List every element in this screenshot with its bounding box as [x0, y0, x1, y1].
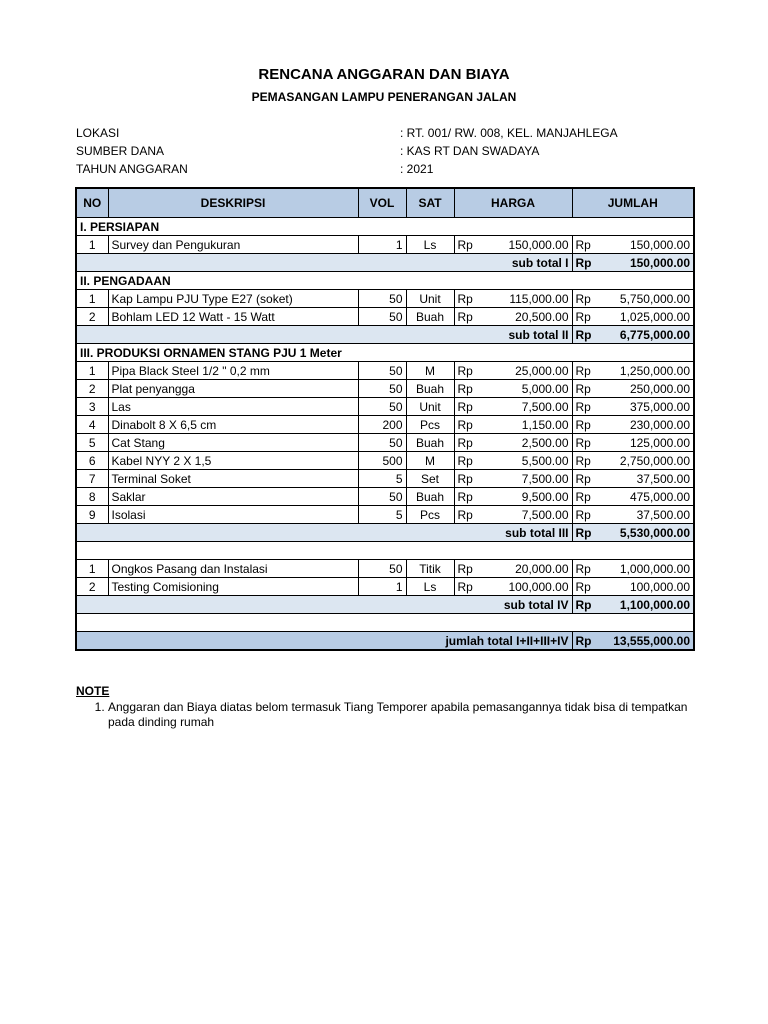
- note-section: [76, 684, 696, 730]
- row-no: 3: [76, 398, 108, 416]
- row-jumlah-currency: Rp: [572, 290, 596, 308]
- row-vol: 500: [358, 452, 406, 470]
- row-jumlah: 37,500.00: [596, 470, 694, 488]
- section-title: II. PENGADAAN: [76, 272, 694, 290]
- info-row-tahun-anggaran: [76, 162, 696, 180]
- spacer-row: [76, 614, 694, 632]
- row-no: 8: [76, 488, 108, 506]
- header-vol: VOL: [358, 188, 406, 218]
- subtotal-label: sub total IV: [76, 596, 572, 614]
- info-label: LOKASI: [76, 126, 120, 140]
- row-vol: 50: [358, 362, 406, 380]
- table-row: [76, 308, 694, 326]
- row-description: Survey dan Pengukuran: [108, 236, 358, 254]
- spacer-cell: [76, 542, 694, 560]
- row-jumlah-currency: Rp: [572, 380, 596, 398]
- spacer-row: [76, 542, 694, 560]
- header-harga: HARGA: [454, 188, 572, 218]
- table-row: [76, 362, 694, 380]
- row-no: 1: [76, 290, 108, 308]
- row-vol: 1: [358, 578, 406, 596]
- note-list: [76, 700, 696, 730]
- row-harga-currency: Rp: [454, 398, 478, 416]
- row-harga: 115,000.00: [478, 290, 572, 308]
- info-label: TAHUN ANGGARAN: [76, 162, 188, 176]
- table-body: [76, 218, 694, 651]
- subtotal-row: [76, 326, 694, 344]
- row-harga: 7,500.00: [478, 470, 572, 488]
- row-harga: 100,000.00: [478, 578, 572, 596]
- row-jumlah: 150,000.00: [596, 236, 694, 254]
- row-sat: Ls: [406, 236, 454, 254]
- table-row: [76, 560, 694, 578]
- row-no: 2: [76, 308, 108, 326]
- header-jumlah: JUMLAH: [572, 188, 694, 218]
- row-description: Kabel NYY 2 X 1,5: [108, 452, 358, 470]
- row-jumlah-currency: Rp: [572, 416, 596, 434]
- row-harga-currency: Rp: [454, 416, 478, 434]
- row-no: 7: [76, 470, 108, 488]
- project-info: [76, 126, 696, 180]
- row-harga-currency: Rp: [454, 362, 478, 380]
- row-harga-currency: Rp: [454, 308, 478, 326]
- row-harga: 150,000.00: [478, 236, 572, 254]
- subtotal-value: 5,530,000.00: [596, 524, 694, 542]
- row-no: 6: [76, 452, 108, 470]
- info-row-sumber-dana: [76, 144, 696, 162]
- subtotal-value: 150,000.00: [596, 254, 694, 272]
- row-harga-currency: Rp: [454, 380, 478, 398]
- row-jumlah-currency: Rp: [572, 578, 596, 596]
- subtotal-value: 6,775,000.00: [596, 326, 694, 344]
- info-value: : RT. 001/ RW. 008, KEL. MANJAHLEGA: [400, 126, 618, 140]
- subtotal-label: sub total II: [76, 326, 572, 344]
- table-row: [76, 416, 694, 434]
- row-harga: 25,000.00: [478, 362, 572, 380]
- row-harga-currency: Rp: [454, 434, 478, 452]
- row-jumlah-currency: Rp: [572, 470, 596, 488]
- row-no: 2: [76, 578, 108, 596]
- row-no: 1: [76, 236, 108, 254]
- note-heading: NOTE: [76, 684, 110, 698]
- row-harga: 7,500.00: [478, 506, 572, 524]
- info-value: : KAS RT DAN SWADAYA: [400, 144, 540, 158]
- grand-total-currency: Rp: [572, 632, 596, 651]
- row-description: Testing Comisioning: [108, 578, 358, 596]
- row-vol: 50: [358, 380, 406, 398]
- subtotal-label: sub total I: [76, 254, 572, 272]
- row-description: Las: [108, 398, 358, 416]
- info-label: SUMBER DANA: [76, 144, 165, 158]
- row-description: Isolasi: [108, 506, 358, 524]
- row-harga-currency: Rp: [454, 488, 478, 506]
- row-harga-currency: Rp: [454, 470, 478, 488]
- grand-total-label: jumlah total I+II+III+IV: [76, 632, 572, 651]
- row-harga-currency: Rp: [454, 560, 478, 578]
- row-vol: 50: [358, 290, 406, 308]
- row-jumlah-currency: Rp: [572, 488, 596, 506]
- row-sat: Unit: [406, 290, 454, 308]
- row-jumlah-currency: Rp: [572, 434, 596, 452]
- table-row: [76, 380, 694, 398]
- row-jumlah-currency: Rp: [572, 506, 596, 524]
- row-no: 2: [76, 380, 108, 398]
- row-sat: Set: [406, 470, 454, 488]
- section-title-row: [76, 272, 694, 290]
- row-sat: M: [406, 362, 454, 380]
- row-vol: 50: [358, 488, 406, 506]
- row-jumlah: 2,750,000.00: [596, 452, 694, 470]
- row-jumlah: 230,000.00: [596, 416, 694, 434]
- row-harga-currency: Rp: [454, 506, 478, 524]
- header-no: NO: [76, 188, 108, 218]
- row-no: 1: [76, 362, 108, 380]
- row-jumlah: 100,000.00: [596, 578, 694, 596]
- row-jumlah-currency: Rp: [572, 236, 596, 254]
- document-title: RENCANA ANGGARAN DAN BIAYA: [258, 66, 510, 83]
- row-harga: 7,500.00: [478, 398, 572, 416]
- budget-table: [75, 187, 695, 651]
- row-description: Saklar: [108, 488, 358, 506]
- row-no: 5: [76, 434, 108, 452]
- row-harga-currency: Rp: [454, 236, 478, 254]
- row-vol: 50: [358, 560, 406, 578]
- row-description: Dinabolt 8 X 6,5 cm: [108, 416, 358, 434]
- row-sat: Titik: [406, 560, 454, 578]
- subtotal-currency: Rp: [572, 524, 596, 542]
- header-deskripsi: DESKRIPSI: [108, 188, 358, 218]
- subtotal-currency: Rp: [572, 596, 596, 614]
- row-description: Bohlam LED 12 Watt - 15 Watt: [108, 308, 358, 326]
- row-jumlah: 5,750,000.00: [596, 290, 694, 308]
- row-vol: 5: [358, 506, 406, 524]
- row-jumlah-currency: Rp: [572, 398, 596, 416]
- table-row: [76, 578, 694, 596]
- row-harga: 5,000.00: [478, 380, 572, 398]
- section-title: I. PERSIAPAN: [76, 218, 694, 236]
- subtotal-label: sub total III: [76, 524, 572, 542]
- row-harga: 9,500.00: [478, 488, 572, 506]
- row-description: Plat penyangga: [108, 380, 358, 398]
- row-vol: 5: [358, 470, 406, 488]
- row-vol: 1: [358, 236, 406, 254]
- section-title-row: [76, 218, 694, 236]
- row-sat: Pcs: [406, 506, 454, 524]
- table-row: [76, 434, 694, 452]
- spacer-cell: [76, 614, 694, 632]
- row-jumlah: 475,000.00: [596, 488, 694, 506]
- row-description: Terminal Soket: [108, 470, 358, 488]
- row-sat: Buah: [406, 434, 454, 452]
- row-jumlah-currency: Rp: [572, 362, 596, 380]
- row-jumlah-currency: Rp: [572, 452, 596, 470]
- row-sat: Ls: [406, 578, 454, 596]
- row-vol: 50: [358, 398, 406, 416]
- grand-total-value: 13,555,000.00: [596, 632, 694, 651]
- row-harga: 20,500.00: [478, 308, 572, 326]
- subtotal-row: [76, 524, 694, 542]
- table-header-row: [76, 188, 694, 218]
- section-title-row: [76, 344, 694, 362]
- row-jumlah: 1,000,000.00: [596, 560, 694, 578]
- row-sat: M: [406, 452, 454, 470]
- grand-total-row: [76, 632, 694, 651]
- row-description: Cat Stang: [108, 434, 358, 452]
- row-sat: Unit: [406, 398, 454, 416]
- row-harga: 20,000.00: [478, 560, 572, 578]
- row-harga: 5,500.00: [478, 452, 572, 470]
- subtotal-row: [76, 596, 694, 614]
- row-jumlah-currency: Rp: [572, 308, 596, 326]
- row-jumlah: 37,500.00: [596, 506, 694, 524]
- document-subtitle: PEMASANGAN LAMPU PENERANGAN JALAN: [251, 90, 517, 104]
- table-row: [76, 506, 694, 524]
- row-sat: Pcs: [406, 416, 454, 434]
- table-row: [76, 236, 694, 254]
- row-jumlah: 375,000.00: [596, 398, 694, 416]
- row-description: Ongkos Pasang dan Instalasi: [108, 560, 358, 578]
- row-jumlah: 1,250,000.00: [596, 362, 694, 380]
- row-jumlah: 125,000.00: [596, 434, 694, 452]
- subtotal-currency: Rp: [572, 326, 596, 344]
- subtotal-value: 1,100,000.00: [596, 596, 694, 614]
- row-description: Kap Lampu PJU Type E27 (soket): [108, 290, 358, 308]
- note-item: 1. Anggaran dan Biaya diatas belom termasuk Tiang Temporer apabila pemasangannya tidak bisa di tempatkan pada dinding rumah: [108, 700, 696, 730]
- row-jumlah: 1,025,000.00: [596, 308, 694, 326]
- row-no: 1: [76, 560, 108, 578]
- row-vol: 50: [358, 308, 406, 326]
- table-row: [76, 470, 694, 488]
- row-vol: 200: [358, 416, 406, 434]
- table-row: [76, 290, 694, 308]
- row-no: 9: [76, 506, 108, 524]
- subtotal-currency: Rp: [572, 254, 596, 272]
- info-row-lokasi: [76, 126, 696, 144]
- row-sat: Buah: [406, 380, 454, 398]
- row-description: Pipa Black Steel 1/2 " 0,2 mm: [108, 362, 358, 380]
- info-value: : 2021: [400, 162, 434, 176]
- table-row: [76, 452, 694, 470]
- row-no: 4: [76, 416, 108, 434]
- row-harga-currency: Rp: [454, 578, 478, 596]
- row-sat: Buah: [406, 308, 454, 326]
- table-row: [76, 488, 694, 506]
- row-harga-currency: Rp: [454, 290, 478, 308]
- subtotal-row: [76, 254, 694, 272]
- section-title: III. PRODUKSI ORNAMEN STANG PJU 1 Meter: [76, 344, 694, 362]
- header-sat: SAT: [406, 188, 454, 218]
- row-jumlah: 250,000.00: [596, 380, 694, 398]
- row-sat: Buah: [406, 488, 454, 506]
- row-harga: 2,500.00: [478, 434, 572, 452]
- table-row: [76, 398, 694, 416]
- row-vol: 50: [358, 434, 406, 452]
- row-harga-currency: Rp: [454, 452, 478, 470]
- row-jumlah-currency: Rp: [572, 560, 596, 578]
- row-harga: 1,150.00: [478, 416, 572, 434]
